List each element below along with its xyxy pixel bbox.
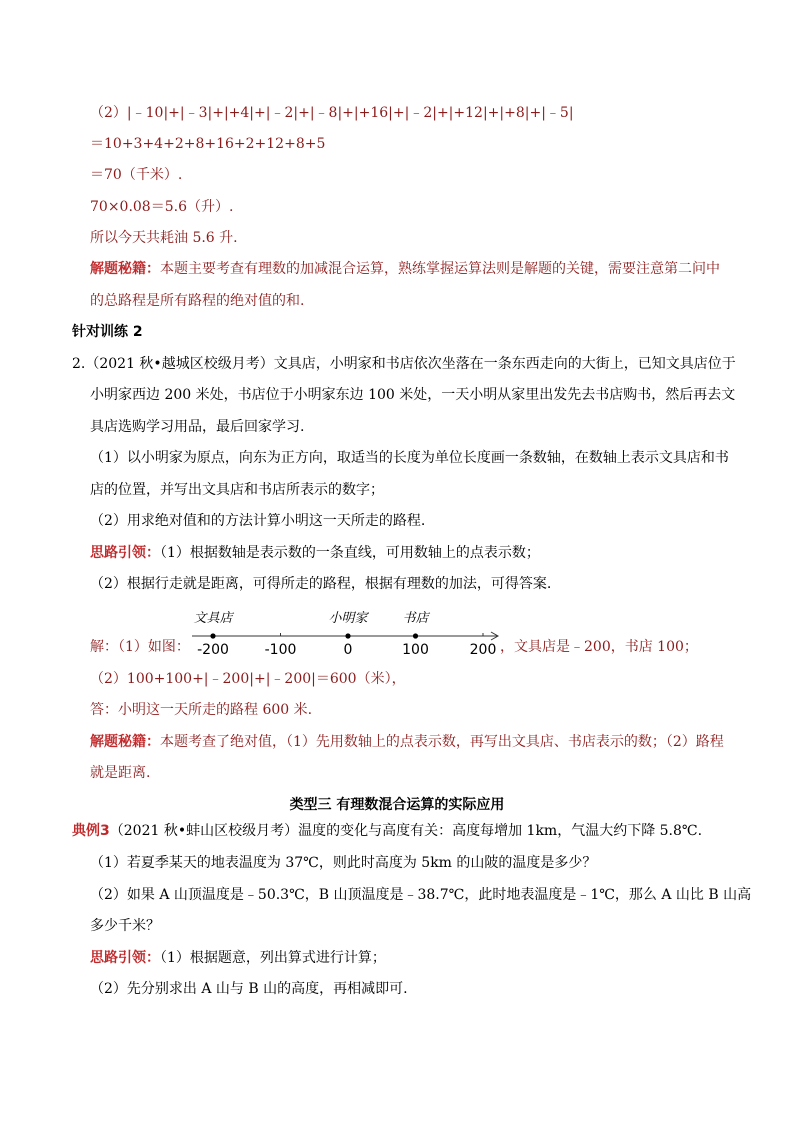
secret-1-line2: 的总路程是所有路程的绝对值的和.	[90, 293, 305, 309]
number-line	[190, 606, 510, 658]
secret-label: 解题秘籍：	[90, 261, 160, 277]
secret-label: 解题秘籍：	[90, 734, 160, 750]
part2-line2: ＝10+3+4+2+8+16+2+12+8+5	[90, 136, 326, 152]
part2-line5: 所以今天共耗油 5.6 升.	[90, 230, 238, 246]
hint-2-line1	[90, 949, 386, 967]
number-line-items	[193, 611, 496, 658]
hint-text: （1）根据题意，列出算式进行计算；	[160, 950, 386, 966]
number-line-point	[413, 633, 418, 638]
example-3-line	[72, 822, 702, 840]
part2-line3: ＝70（千米）.	[90, 167, 183, 183]
solution-1-suffix: ，文具店是﹣200，书店 100；	[500, 639, 698, 655]
part2-line4: 70×0.08＝5.6（升）.	[90, 199, 234, 215]
example-text: （2021 秋•蚌山区校级月考）温度的变化与高度有关：高度每增加 1km，气温大约下降 5.8℃.	[109, 823, 703, 839]
part2-line1: （2）|﹣10|+|﹣3|+|+4|+|﹣2|+|﹣8|+|+16|+|﹣2|+|+12|+|+8|+|﹣5|	[90, 105, 574, 121]
number-line-place-label: 书店	[402, 611, 429, 626]
example-3-q1: （1）若夏季某天的地表温度为 37℃，则此时高度为 5km 的山陂的温度是多少？	[90, 855, 597, 871]
example-3-q2-line2: 多少千米？	[90, 918, 160, 934]
number-line-tick-label: 0	[343, 642, 353, 658]
section-title: 类型三 有理数混合运算的实际应用	[289, 797, 505, 813]
question-2-part1-line1: （1）以小明家为原点，向东为正方向，取适当的长度为单位长度画一条数轴，在数轴上表示文具店和书	[90, 450, 729, 466]
number-line-place-label: 小明家	[328, 611, 368, 626]
hint-label: 思路引领：	[90, 545, 160, 561]
answer: 答：小明这一天所走的路程 600 米.	[90, 702, 313, 718]
number-line-point	[210, 633, 215, 638]
solution-1-prefix: 解：（1）如图：	[90, 639, 190, 655]
secret-1-line1	[90, 260, 720, 278]
hint-2-line2: （2）先分别求出 A 山与 B 山的高度，再相减即可.	[90, 981, 408, 997]
question-2-line1: 2.（2021 秋•越城区校级月考）文具店，小明家和书店依次坐落在一条东西走向的大街上，已知文具店位于	[72, 356, 736, 372]
question-2-line2: 小明家西边 200 米处，书店位于小明家东边 100 米处，一天小明从家里出发先去书店购书，然后再去文	[90, 387, 736, 403]
hint-1-line2: （2）根据行走就是距离，可得所走的路程，根据有理数的加法，可得答案.	[90, 576, 552, 592]
number-line-tick-label: 200	[469, 642, 497, 658]
number-line-point	[345, 633, 350, 638]
example-3-q2-line1: （2）如果 A 山顶温度是﹣50.3℃，B 山顶温度是﹣38.7℃，此时地表温度是﹣1℃，那么 A 山比 B 山高	[90, 887, 752, 903]
question-2-part2: （2）用求绝对值和的方法计算小明这一天所走的路程.	[90, 513, 426, 529]
secret-text: 本题考查了绝对值，（1）先用数轴上的点表示数，再写出文具店、书店表示的数；（2）路程	[160, 734, 724, 750]
training-heading: 针对训练 2	[72, 324, 143, 340]
number-line-tick-label: 100	[402, 642, 429, 658]
example-label: 典例3	[72, 823, 110, 839]
hint-label: 思路引领：	[90, 950, 160, 966]
number-line-tick-label: -100	[264, 642, 297, 658]
number-line-tick-label: -200	[197, 642, 229, 658]
number-line-place-label: 文具店	[193, 611, 233, 626]
secret-2-line1	[90, 733, 724, 751]
hint-1-line1	[90, 544, 540, 562]
solution-2: （2）100+100+|﹣200|+|﹣200|＝600（米），	[90, 671, 406, 687]
secret-2-line2: 就是距离.	[90, 765, 151, 781]
secret-text: 本题主要考查有理数的加减混合运算，熟练掌握运算法则是解题的关键，需要注意第二问中	[160, 261, 720, 277]
question-2-part1-line2: 店的位置，并写出文具店和书店所表示的数字；	[90, 482, 384, 498]
question-2-line3: 具店选购学习用品，最后回家学习.	[90, 419, 305, 435]
hint-text: （1）根据数轴是表示数的一条直线，可用数轴上的点表示数；	[160, 545, 540, 561]
